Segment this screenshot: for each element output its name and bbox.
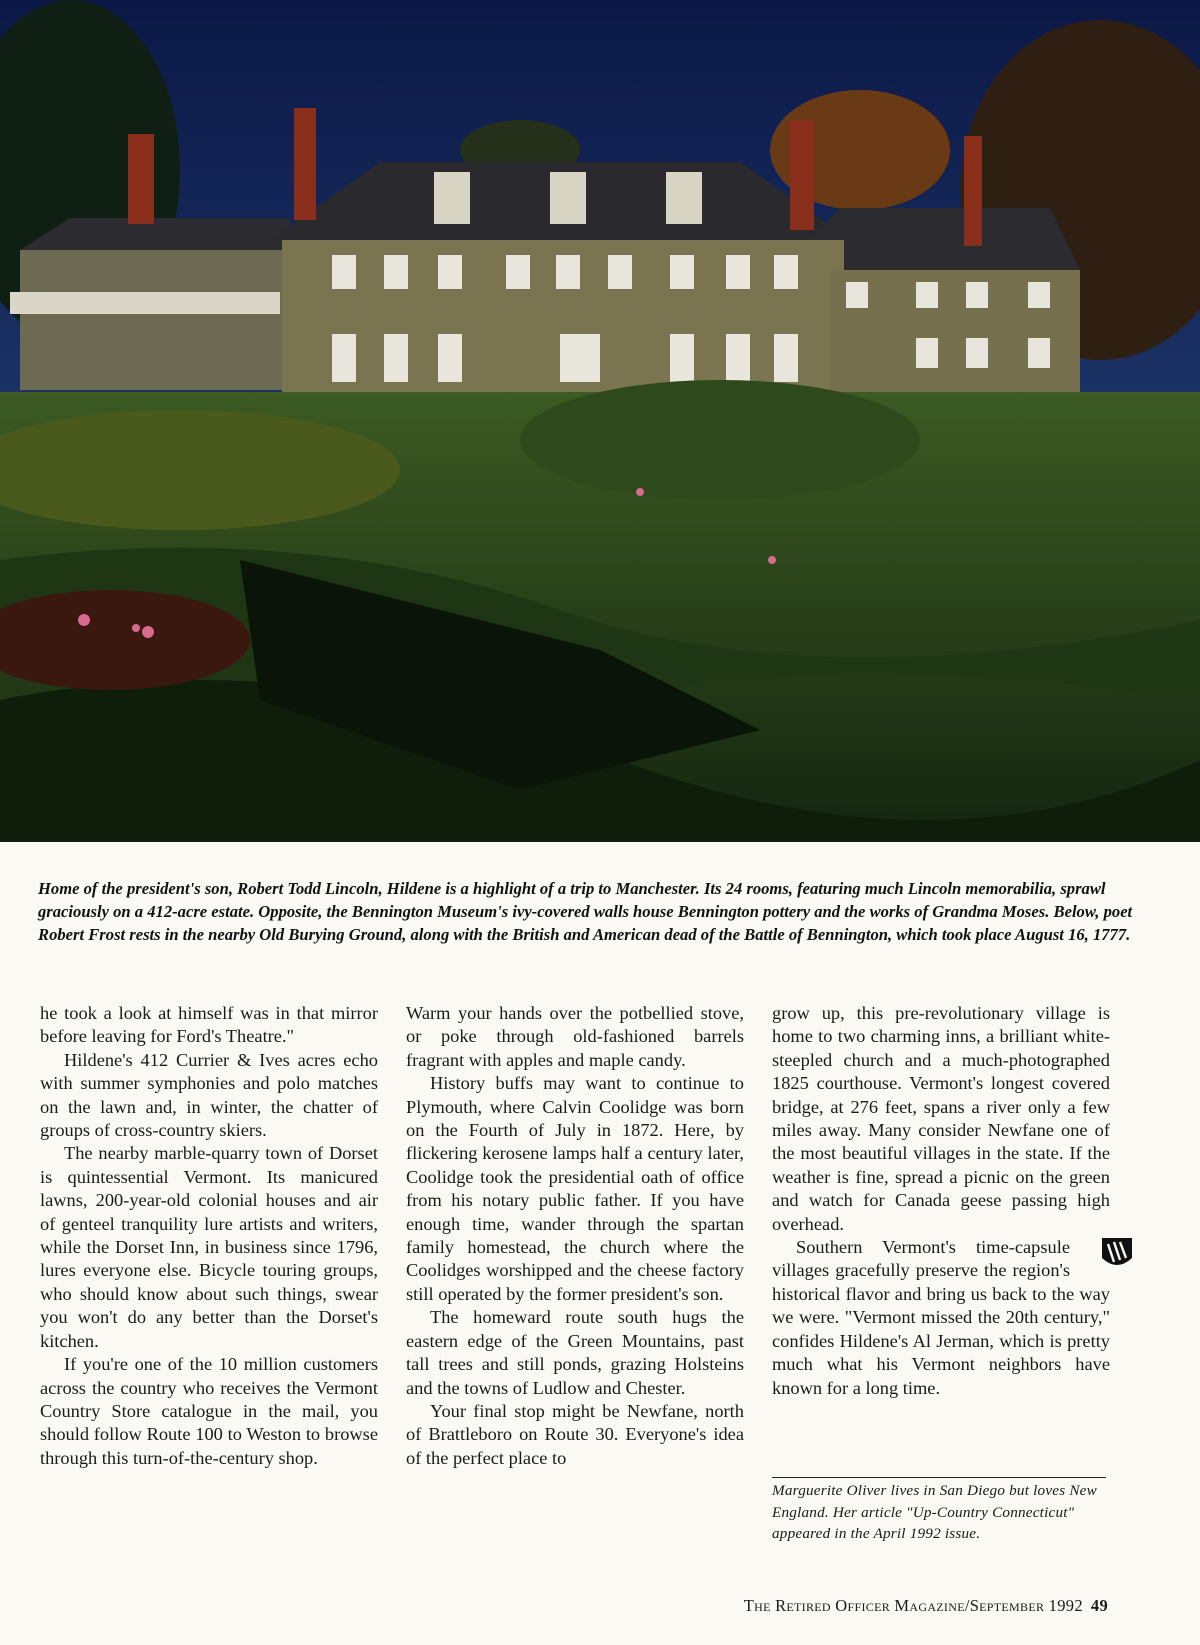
end-of-article-mark-icon — [1076, 1236, 1110, 1272]
paragraph: he took a look at himself was in that mirror before leaving for Ford's Theatre." — [40, 1003, 378, 1047]
paragraph: Your final stop might be Newfane, north of Brattleboro on Route 30. Everyone's idea of the perfect place to — [406, 1400, 744, 1468]
photo-caption: Home of the president's son, Robert Todd Lincoln, Hildene is a highlight of a trip to Manchester. Its 24 rooms, featuring much Lincoln memorabilia, sprawl graciously on a 412-acre estate. Opposite, the Bennington Museum's ivy-covered walls house Bennington pottery and the works of Grandma Moses. Below, poet Robert Frost rests in the nearby Old Burying Ground, along with the British and American dead of the Battle of Bennington, which took place August 16, 1777. — [38, 879, 1133, 945]
page-footer — [744, 1596, 1108, 1616]
paragraph: History buffs may want to continue to Plymouth, where Calvin Coolidge was born on the Fourth of July in 1872. Here, by flickering kerosene lamps half a century later, Coolidge took the presidential oath of office from his notary public father. If you have enough time, wander through the spartan family homestead, the church where the Coolidges worshipped and the cheese factory still operated by the former president's son. — [406, 1073, 744, 1304]
paragraph: grow up, this pre-revolutionary village is home to two charming inns, a brilliant white-steepled church and a much-photographed 1825 courthouse. Vermont's longest covered bridge, at 276 feet, spans a river only a few miles away. Many consider Newfane one of the most beautiful villages in the state. If the weather is fine, spread a picnic on the green and watch for Canada geese passing high overhead. — [772, 1003, 1110, 1234]
article-column-1 — [40, 1002, 378, 1470]
article-column-2 — [406, 1002, 744, 1470]
paragraph: Hildene's 412 Currier & Ives acres echo with summer symphonies and polo matches on the lawn and, in winter, the chatter of groups of cross-country skiers. — [40, 1049, 378, 1141]
paragraph: If you're one of the 10 million customers across the country who receives the Vermont Country Store catalogue in the mail, you should follow Route 100 to Weston to browse through this turn-of-the-century shop. — [40, 1354, 378, 1468]
paragraph-text: Southern Vermont's time-capsule villages gracefully preserve the region's historical flavor and bring us back to the way we were. "Vermont missed the 20th century," confides Hildene's Al Jerman, which is pretty much what his Vermont neighbors have known for a long time. — [772, 1237, 1110, 1398]
paragraph: The homeward route south hugs the eastern edge of the Green Mountains, past tall trees and still ponds, grazing Holsteins and the towns of Ludlow and Chester. — [406, 1307, 744, 1398]
article-column-3 — [772, 1002, 1110, 1400]
author-bio: Marguerite Oliver lives in San Diego but loves New England. Her article "Up-Country Connecticut" appeared in the April 1992 issue. — [772, 1482, 1097, 1543]
paragraph — [772, 1236, 1110, 1400]
magazine-issue: The Retired Officer Magazine/September 1992 — [743, 1596, 1083, 1615]
page-number: 49 — [1090, 1596, 1108, 1615]
bio-divider — [772, 1477, 1106, 1478]
paragraph: Warm your hands over the potbellied stove, or poke through old-fashioned barrels fragrant with apples and maple candy. — [406, 1003, 744, 1070]
paragraph: The nearby marble-quarry town of Dorset is quintessential Vermont. Its manicured lawns, 200-year-old colonial houses and air of genteel tranquility lure artists and writers, while the Dorset Inn, in business since 1796, lures everyone else. Bicycle touring groups, who should know about such things, swear you won't do any better than the Dorset's kitchen. — [40, 1143, 378, 1351]
